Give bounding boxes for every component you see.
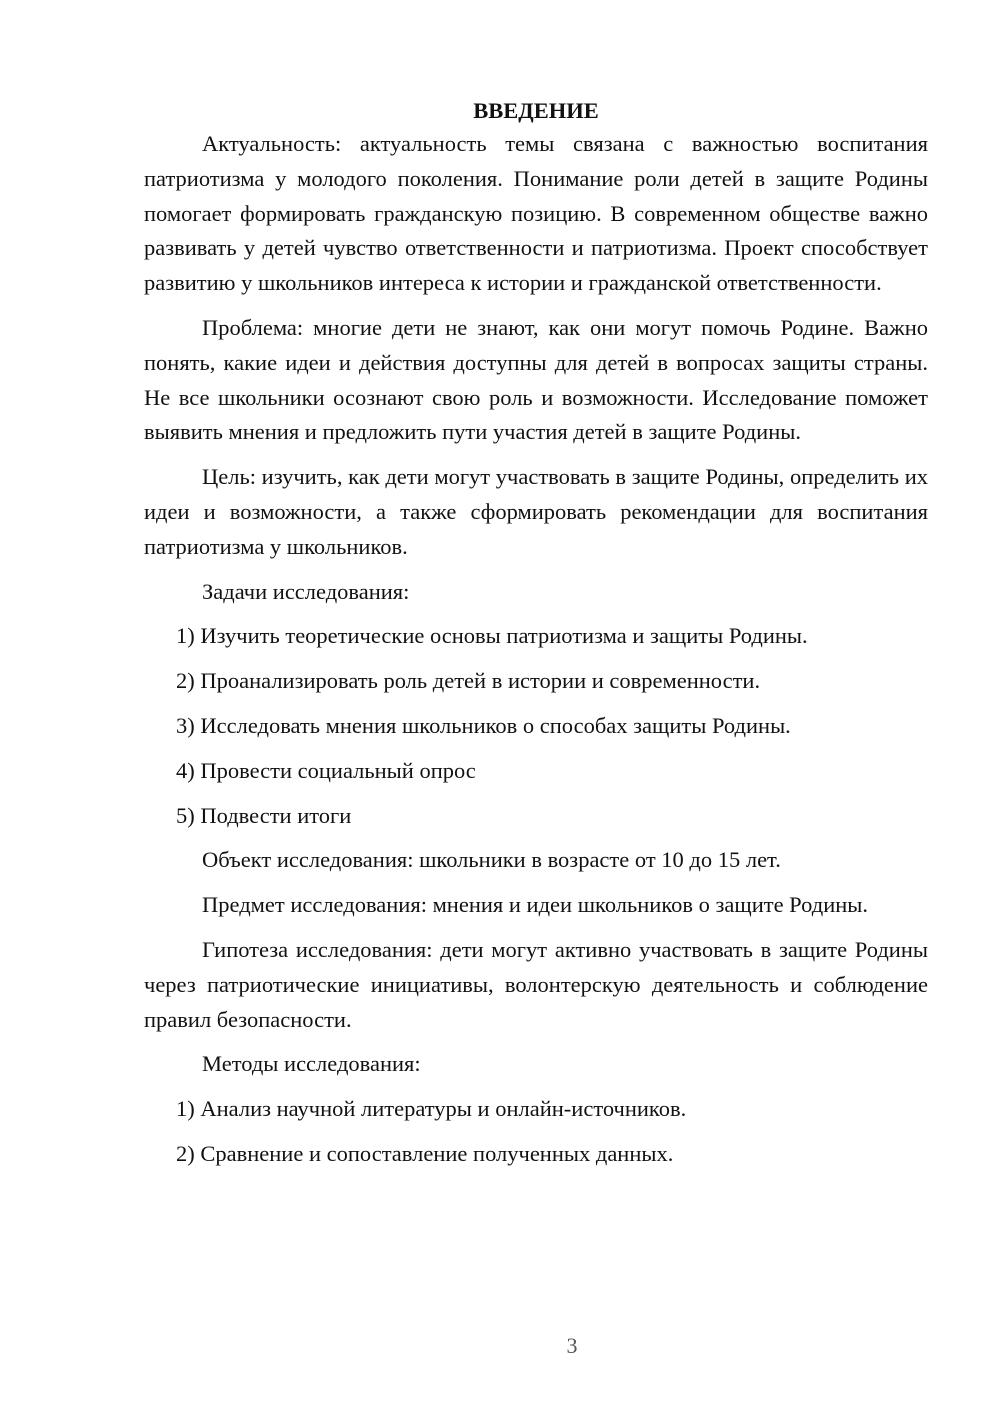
relevance-paragraph: Актуальность: актуальность темы связана с важностью воспитания патриотизма у молодого поколения. Понимание роли детей в защите Родины помогает формировать гражданскую позицию. В современном обществе важно развивать у детей чувство ответственности и патриотизма. Проект способствует развитию у школьников интереса к истории и гражданской ответственности. [144,131,928,296]
task-item: 5) Подвести итоги [176,802,352,828]
tasks-list [144,619,928,833]
task-item: 3) Исследовать мнения школьников о способах защиты Родины. [176,712,791,738]
task-item: 4) Провести социальный опрос [176,757,476,783]
section-title: ВВЕДЕНИЕ [473,98,599,123]
document-page [144,96,928,1182]
problem-paragraph: Проблема: многие дети не знают, как они могут помочь Родине. Важно понять, какие идеи и действия доступны для детей в вопросах защиты страны. Не все школьники осознают свою роль и возможности. Исследование поможет выявить мнения и предложить пути участия детей в защите Родины. [144,314,928,445]
methods-heading: Методы исследования: [202,1051,421,1077]
page-number: 3 [566,1333,578,1358]
research-hypothesis: Гипотеза исследования: дети могут активно участвовать в защите Родины через патриотические инициативы, волонтерскую деятельность и соблюдение правил безопасности. [144,936,928,1032]
task-item: 1) Изучить теоретические основы патриотизма и защиты Родины. [176,623,808,649]
task-item: 2) Проанализировать роль детей в истории и современности. [176,668,761,694]
goal-paragraph: Цель: изучить, как дети могут участвовать в защите Родины, определить их идеи и возможности, а также сформировать рекомендации для воспитания патриотизма у школьников. [144,464,928,559]
method-item: 1) Анализ научной литературы и онлайн-источников. [176,1096,687,1122]
methods-list [144,1092,928,1172]
method-item: 2) Сравнение и сопоставление полученных данных. [176,1140,674,1166]
research-object: Объект исследования: школьники в возрасте от 10 до 15 лет. [202,847,781,873]
tasks-heading: Задачи исследования: [202,578,410,604]
research-subject: Предмет исследования: мнения и идеи школьников о защите Родины. [202,892,869,918]
